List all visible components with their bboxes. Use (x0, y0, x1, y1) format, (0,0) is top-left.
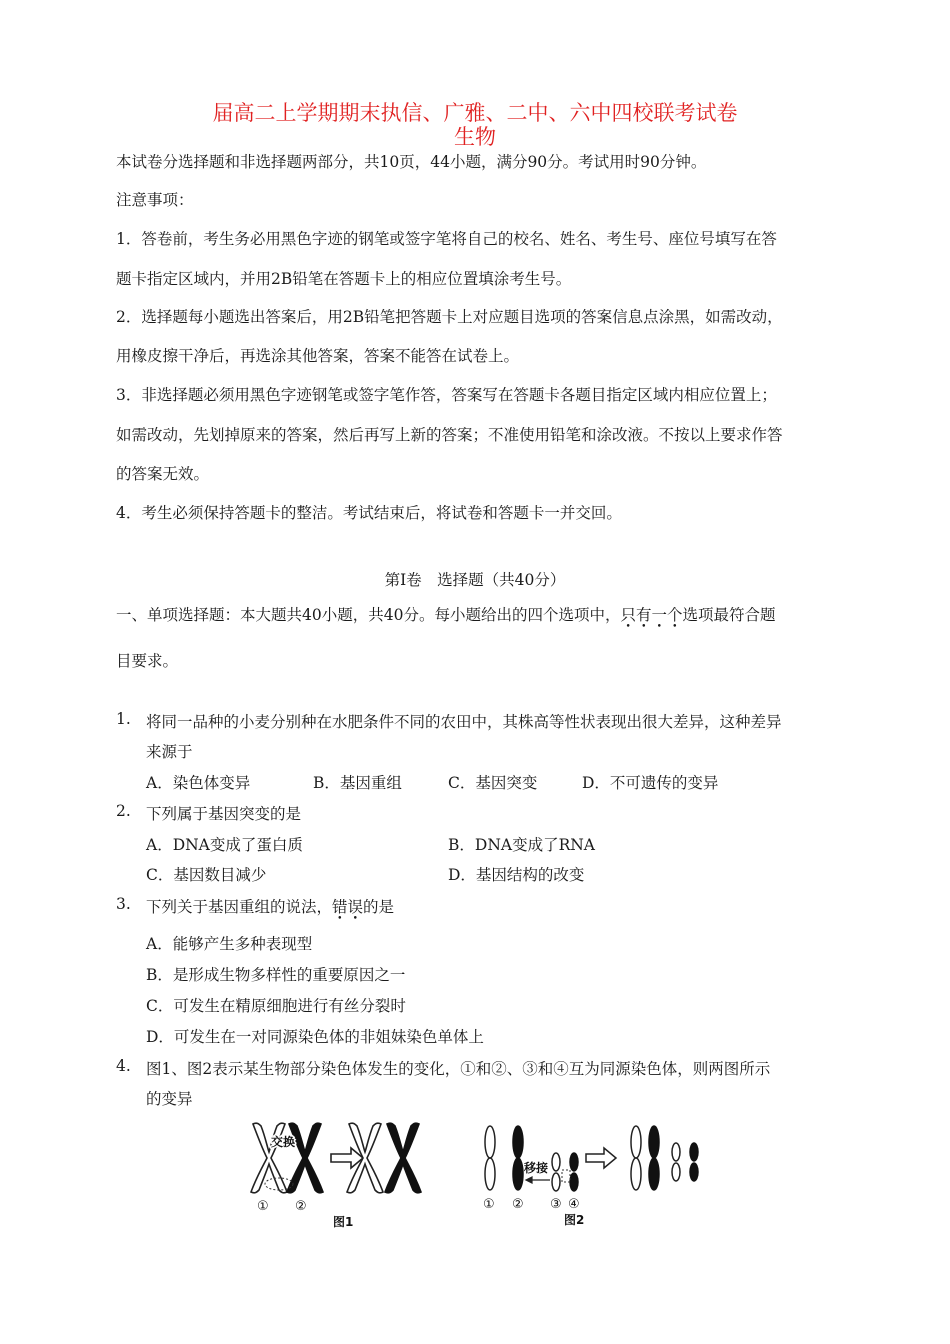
chromosome-result-1-icon (631, 1126, 641, 1190)
arrow-right-icon (331, 1148, 363, 1168)
question-stem: 将同一品种的小麦分别种在水肥条件不同的农田中，其株高等性状表现出很大差异，这种差异 (146, 713, 782, 731)
option-a: A．染色体变异 (146, 774, 251, 792)
question-stem: 图1、图2表示某生物部分染色体发生的变化，①和②、③和④互为同源染色体，则两图所示 (146, 1060, 771, 1078)
intro-text: 本试卷分选择题和非选择题两部分，共10页，44小题，满分90分。考试用时90分钟。 (116, 153, 707, 171)
figure-2-label: 移接 (524, 1161, 549, 1175)
notice-heading: 注意事项： (116, 191, 194, 209)
option-d: D．不可遗传的变异 (582, 774, 719, 792)
option-b: B．DNA变成了RNA (448, 836, 596, 854)
notice-line: 如需改动，先划掉原来的答案，然后再写上新的答案；不准使用铅笔和涂改液。不按以上要求作答 (116, 426, 783, 444)
option-d: D．可发生在一对同源染色体的非姐妹染色单体上 (146, 1028, 484, 1046)
section-instruction-cont: 目要求。 (116, 652, 179, 670)
chromosome-2-icon (287, 1123, 323, 1193)
figure-1-caption: 图1 (333, 1215, 354, 1228)
chromosome-result-3-icon (672, 1143, 680, 1181)
notice-line: 2．选择题每小题选出答案后，用2B铅笔把答题卡上对应题目选项的答案信息点涂黑，如需改动， (116, 308, 783, 326)
notice-line: 的答案无效。 (116, 465, 210, 483)
question-number: 1. (116, 710, 131, 728)
chromosome-3-icon (552, 1153, 560, 1191)
notice-line: 1．答卷前，考生务必用黑色字迹的钢笔或签字笔将自己的校名、姓名、考生号、座位号填写在答 (116, 230, 777, 248)
question-number: 4. (116, 1057, 131, 1075)
notice-line: 题卡指定区域内，并用2B铅笔在答题卡上的相应位置填涂考生号。 (116, 270, 572, 288)
option-c: C．基因数目减少 (146, 866, 267, 884)
marker-1: ① (257, 1199, 269, 1214)
marker-2: ② (295, 1199, 307, 1214)
marker-1: ① (483, 1197, 495, 1212)
question-number: 2. (116, 802, 131, 820)
chromosome-2-icon (513, 1126, 523, 1190)
figure-1-label: 交换 (271, 1135, 296, 1149)
figure-1-chromosome-crossover (245, 1118, 425, 1228)
arrow-right-icon (586, 1148, 616, 1168)
exam-subject: 生物 (454, 125, 496, 149)
marker-2: ② (512, 1197, 524, 1212)
section-instruction: 一、单项选择题：本大题共40小题，共40分。每小题给出的四个选项中，只有一个选项最符合题 (116, 606, 776, 624)
option-b: B．是形成生物多样性的重要原因之一 (146, 966, 406, 984)
question-stem: 的变异 (146, 1090, 193, 1108)
arrow-left-icon (526, 1177, 550, 1183)
option-a: A．能够产生多种表现型 (146, 935, 313, 953)
question-number: 3. (116, 895, 131, 913)
marker-3: ③ (550, 1197, 562, 1212)
chromosome-1-icon (485, 1126, 495, 1190)
option-c: C．可发生在精原细胞进行有丝分裂时 (146, 997, 406, 1015)
chromosome-4-icon (570, 1153, 578, 1191)
exam-title: 届高二上学期期末执信、广雅、二中、六中四校联考试卷 (212, 101, 738, 125)
notice-line: 用橡皮擦干净后，再选涂其他答案，答案不能答在试卷上。 (116, 347, 520, 365)
figure-2-caption: 图2 (564, 1213, 585, 1227)
notice-line: 3．非选择题必须用黑色字迹钢笔或签字笔作答，答案写在答题卡各题目指定区域内相应位置上； (116, 386, 777, 404)
question-stem: 来源于 (146, 743, 193, 761)
chromosome-1-icon (251, 1123, 287, 1193)
figure-2-chromosome-translocation (478, 1122, 708, 1228)
chromosome-result-2-icon (649, 1126, 659, 1190)
marker-4: ④ (568, 1197, 580, 1212)
section-title: 第Ⅰ卷 选择题（共40分） (384, 571, 566, 589)
option-d: D．基因结构的改变 (448, 866, 585, 884)
option-a: A．DNA变成了蛋白质 (146, 836, 303, 854)
translocation-segment-icon (562, 1170, 570, 1182)
notice-line: 4．考生必须保持答题卡的整洁。考试结束后，将试卷和答题卡一并交回。 (116, 504, 622, 522)
chromosome-result-2-icon (385, 1123, 421, 1193)
option-b: B．基因重组 (313, 774, 402, 792)
question-stem: 下列关于基因重组的说法，错误的是 (146, 898, 395, 916)
question-stem: 下列属于基因突变的是 (146, 805, 302, 823)
option-c: C．基因突变 (448, 774, 538, 792)
chromosome-result-4-icon (690, 1143, 698, 1181)
